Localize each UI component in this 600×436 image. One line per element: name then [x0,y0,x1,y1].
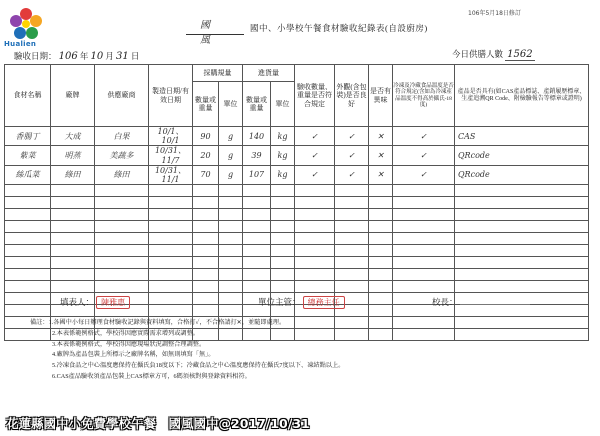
cell-purchase-qty: 20 [193,146,219,165]
cell-cas-check: QRcode [455,146,589,165]
header-incoming-unit: 單位 [271,82,295,127]
cell-purchase-unit: g [219,127,243,146]
cell-quantity-check: ✓ [295,146,335,165]
table-header-row [5,65,589,82]
check-date-month: 10 [90,51,104,62]
table-row [5,127,589,146]
header-incoming-qty: 數量或重量 [243,82,271,127]
director-signature [258,296,345,308]
header-odor-check: 是否有異味 [369,65,393,127]
print-date: 106年5月18日修訂 [468,10,521,17]
empty-row [5,269,589,281]
header-purchase-unit: 單位 [219,82,243,127]
table-row [5,165,589,184]
cell-package-check: ✓ [335,127,369,146]
served-label: 今日供膳人數 [452,49,504,59]
note-item: 3.本表係範例格式，學校得因應現場狀況調整合理調整。 [52,340,206,348]
cell-quantity-check: ✓ [295,127,335,146]
cell-temp-check: ✓ [393,165,455,184]
cell-brand: 大成 [51,127,95,146]
header-cas-check: 產品是否具有(如CAS產品標誌、產銷履歷標章、生產追溯QR Code、附檢驗報告等標章或證明) [455,65,589,127]
form-title: 國中、小學校午餐食材驗收紀錄表(自設廚房) [250,23,428,33]
cell-brand: 明蒸 [51,146,95,165]
logo-text: Hualien [4,40,37,48]
table-row [5,146,589,165]
header-temp-check: 冷凍及冷藏食品溫度是否符合規定(含如為冷凍產品溫度不得高於攝氏-18度) [393,65,455,127]
flower-icon [8,6,44,42]
notes-label: 備註： [30,319,49,326]
note-item: 6.CAS產品驗收須產品包裝上CAS標章方可，6碼須核對與登錄資料相符。 [52,372,251,380]
cell-purchase-qty: 70 [193,165,219,184]
photo-caption: 花蓮縣國中小免費學校午餐 國風國中@2017/10/31 [6,416,310,431]
cell-odor-check: ✕ [369,127,393,146]
school-name-underline [186,34,244,35]
cell-supplier: 白果 [95,127,149,146]
director-stamp: 總務主任 [303,296,345,309]
cell-incoming-qty: 39 [243,146,271,165]
served-value: 1562 [507,49,533,60]
month-unit: 月 [105,51,114,61]
header-brand: 廠牌 [51,65,95,127]
cell-cas-check: QRcode [455,165,589,184]
served-count [452,48,535,60]
director-label: 單位主管： [258,297,301,307]
empty-row [5,209,589,221]
header-dates: 製造日期/有效日期 [149,65,193,127]
header-incoming: 進貨量 [243,65,295,82]
cell-odor-check: ✕ [369,165,393,184]
cell-incoming-unit: kg [271,127,295,146]
empty-row [5,281,589,293]
empty-row [5,221,589,233]
cell-cas-check: CAS [455,127,589,146]
notes-section [30,318,570,383]
check-date-day: 31 [116,51,129,62]
cell-incoming-unit: kg [271,165,295,184]
cell-incoming-unit: kg [271,146,295,165]
note-item: 2.本表係範例格式，學校得因應實際需求增列或調整。 [52,329,199,337]
school-name: 國風 [200,20,210,46]
cell-incoming-qty: 140 [243,127,271,146]
empty-row [5,257,589,269]
year-unit: 年 [79,51,89,61]
header-purchase: 採購規量 [193,65,243,82]
principal-signature [432,296,530,308]
cell-ingredient: 紫菜 [5,146,51,165]
cell-ingredient: 絲瓜菜 [5,165,51,184]
cell-temp-check: ✓ [393,146,455,165]
header-purchase-qty: 數量或重量 [193,82,219,127]
note-item: 4.廠牌為產品包裝上所標示之廠牌名稱，如無則填寫「無」。 [52,351,215,359]
empty-row [5,185,589,197]
filler-signature [60,296,130,308]
cell-purchase-unit: g [219,165,243,184]
cell-incoming-qty: 107 [243,165,271,184]
empty-row [5,197,589,209]
cell-supplier: 美蔬多 [95,146,149,165]
check-date-label: 驗收日期： [14,51,57,61]
cell-quantity-check: ✓ [295,165,335,184]
cell-dates: 10/31、11/1 [149,165,193,184]
header-package-check: 外觀(含包裝)是否良好 [335,65,369,127]
cell-odor-check: ✕ [369,146,393,165]
cell-purchase-qty: 90 [193,127,219,146]
cell-supplier: 綠田 [95,165,149,184]
cell-dates: 10/1、10/1 [149,127,193,146]
cell-brand: 綠田 [51,165,95,184]
filler-label: 填表人： [60,297,95,307]
principal-label: 校長： [432,297,458,307]
cell-package-check: ✓ [335,146,369,165]
check-date [14,50,139,62]
empty-row [5,245,589,257]
header-ingredient: 食材名稱 [5,65,51,127]
empty-row [5,233,589,245]
cell-dates: 10/31、11/7 [149,146,193,165]
note-item: 5.冷凍食品之中心溫度應保持在攝氏負18度以下；冷藏食品之中心溫度應保持在攝氏7度以下、凍結點以上。 [52,362,345,370]
note-item: 備註：1.各國中小每日辦理食材驗收記錄與資料填寫，合格打✓，不合格請打✕，並隨即處理。 [30,319,286,326]
day-unit: 日 [130,51,140,61]
cell-temp-check: ✓ [393,127,455,146]
cell-package-check: ✓ [335,165,369,184]
check-date-year: 106 [58,51,78,62]
filler-stamp: 陳雅惠 [96,296,130,309]
header-supplier: 供應廠商 [95,65,149,127]
cell-ingredient: 香腸丁 [5,127,51,146]
cell-purchase-unit: g [219,146,243,165]
header-quantity-check: 驗收數量、重量是否符合規定 [295,65,335,127]
